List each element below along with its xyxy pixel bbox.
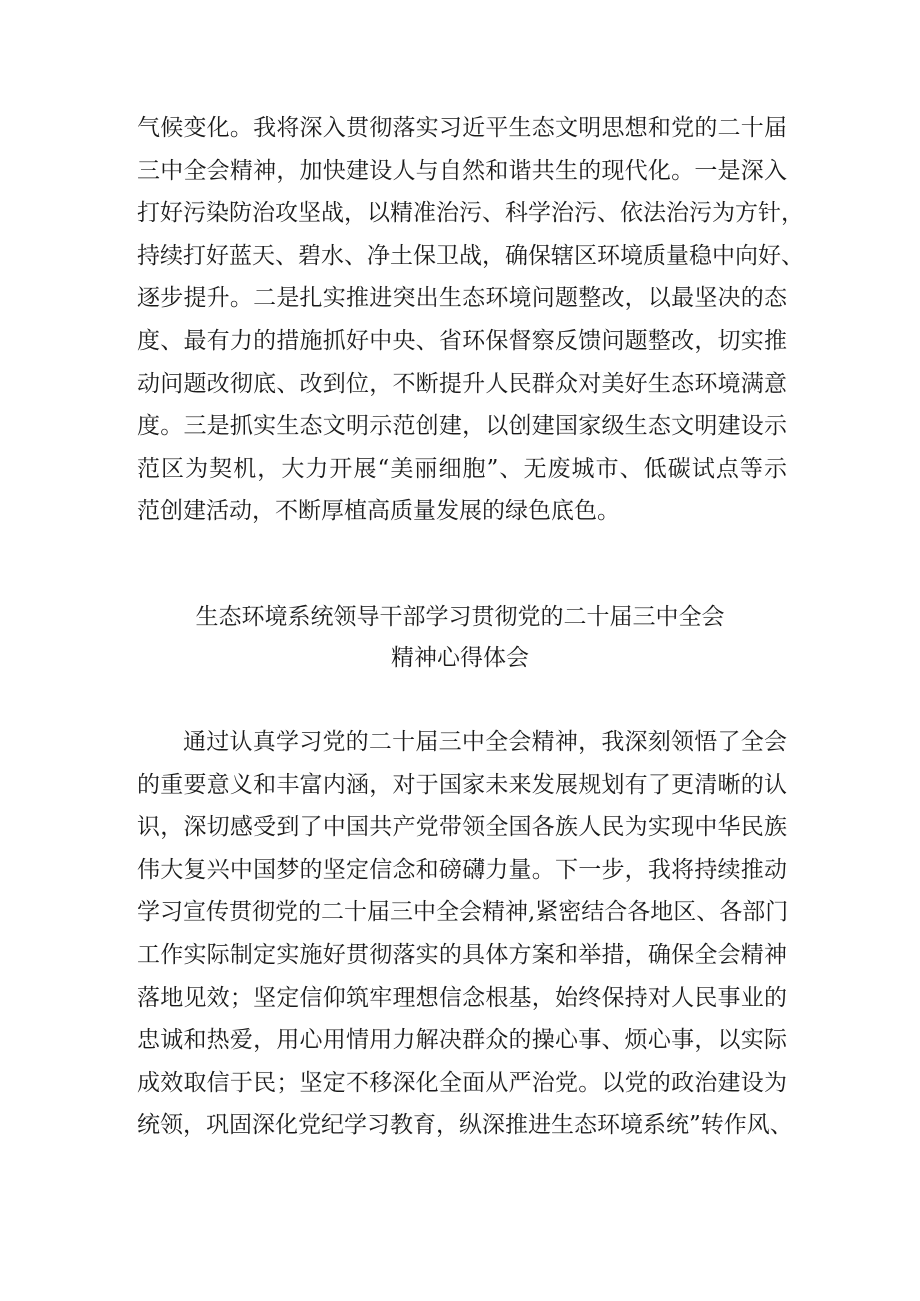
text-line: 忠诚和热爱，用心用情用力解决群众的操心事、烦心事，以实际 bbox=[137, 1027, 787, 1054]
text-line: 的重要意义和丰富内涵，对于国家未来发展规划有了更清晰的认 bbox=[137, 771, 787, 798]
text-line: 落地见效；坚定信仰筑牢理想信念根基，始终保持对人民事业的 bbox=[137, 984, 787, 1011]
text-line: 成效取信于民；坚定不移深化全面从严治党。以党的政治建设为 bbox=[137, 1069, 787, 1096]
article-title-line-2: 精神心得体会 bbox=[391, 645, 529, 671]
text-line: 识，深切感受到了中国共产党带领全国各族人民为实现中华民族 bbox=[137, 814, 787, 841]
text-line: 范创建活动，不断厚植高质量发展的绿色底色。 bbox=[137, 498, 620, 525]
text-line: 统领，巩固深化党纪学习教育，纵深推进生态环境系统”转作风、 bbox=[137, 1112, 793, 1139]
text-line: 动问题改彻底、改到位，不断提升人民群众对美好生态环境满意 bbox=[137, 370, 787, 397]
text-line: 度。三是抓实生态文明示范创建，以创建国家级生态文明建设示 bbox=[137, 413, 787, 440]
text-line: 打好污染防治攻坚战，以精准治污、科学治污、依法治污为方针， bbox=[137, 200, 804, 227]
text-line: 伟大复兴中国梦的坚定信念和磅礴力量。下一步，我将持续推动 bbox=[137, 856, 787, 883]
text-line: 通过认真学习党的二十届三中全会精神，我深刻领悟了全会 bbox=[183, 729, 787, 755]
text-line: 持续打好蓝天、碧水、净土保卫战，确保辖区环境质量稳中向好、 bbox=[137, 242, 804, 269]
text-line: 逐步提升。二是扎实推进突出生态环境问题整改，以最坚决的态 bbox=[137, 285, 787, 312]
article-body bbox=[137, 721, 793, 1147]
text-line: 度、最有力的措施抓好中央、省环保督察反馈问题整改，切实推 bbox=[137, 327, 787, 354]
article-title bbox=[120, 597, 800, 679]
article-title-line-1: 生态环境系统领导干部学习贯彻党的二十届三中全会 bbox=[195, 604, 725, 630]
text-line: 气候变化。我将深入贯彻落实习近平生态文明思想和党的二十届 bbox=[137, 115, 787, 141]
paragraph-continuation bbox=[137, 107, 804, 533]
text-line: 三中全会精神，加快建设人与自然和谐共生的现代化。一是深入 bbox=[137, 157, 787, 184]
text-line: 范区为契机，大力开展“美丽细胞”、无废城市、低碳试点等示 bbox=[137, 455, 787, 482]
text-line: 学习宣传贯彻党的二十届三中全会精神,紧密结合各地区、各部门 bbox=[137, 899, 789, 926]
text-line: 工作实际制定实施好贯彻落实的具体方案和举措，确保全会精神 bbox=[137, 941, 787, 968]
